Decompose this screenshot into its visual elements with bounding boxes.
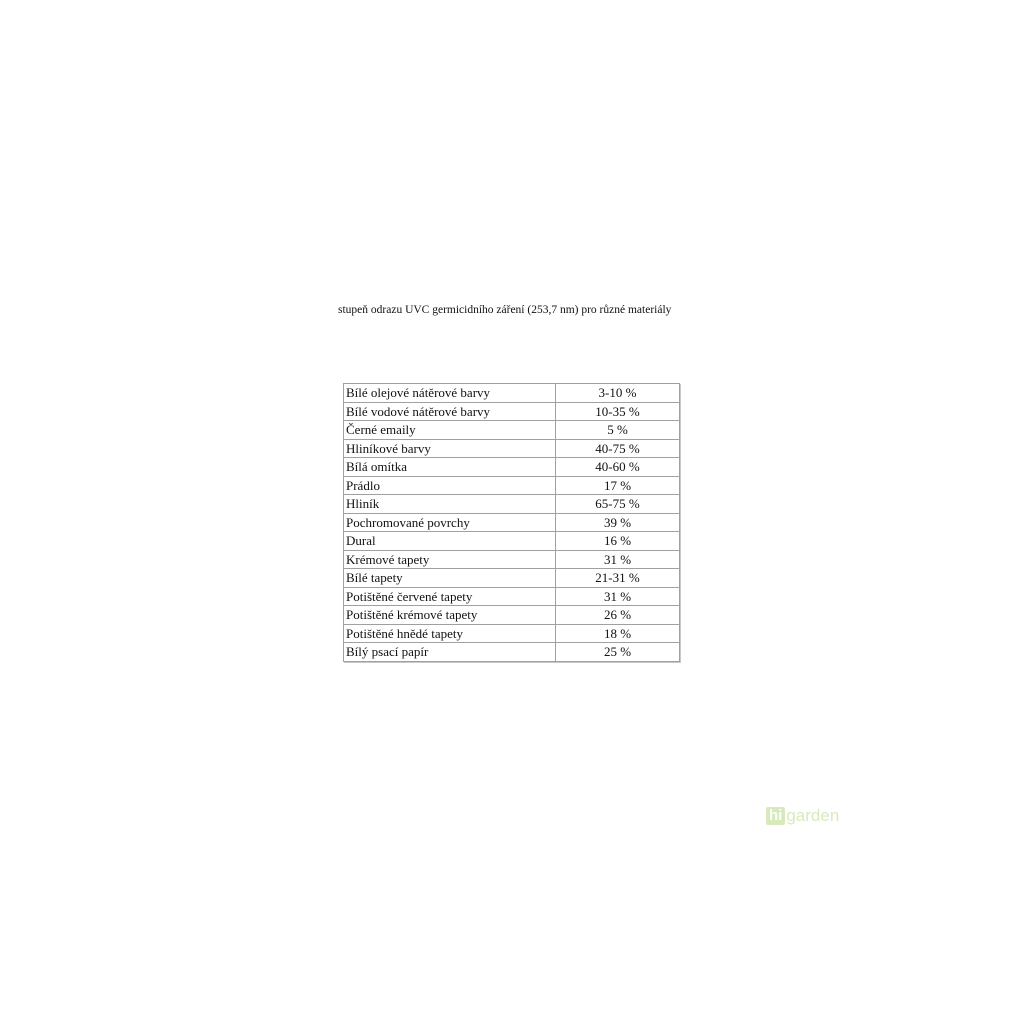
material-cell: Potištěné červené tapety bbox=[344, 587, 556, 606]
material-cell: Bílé vodové nátěrové barvy bbox=[344, 402, 556, 421]
reflectance-value-cell: 40-60 % bbox=[556, 458, 680, 477]
material-cell: Bílé tapety bbox=[344, 569, 556, 588]
reflectance-value-cell: 18 % bbox=[556, 624, 680, 643]
table-row bbox=[344, 439, 680, 458]
table-row bbox=[344, 384, 680, 403]
reflectance-value-cell: 31 % bbox=[556, 550, 680, 569]
material-cell: Pochromované povrchy bbox=[344, 513, 556, 532]
reflectance-value-cell: 17 % bbox=[556, 476, 680, 495]
reflectance-value-cell: 39 % bbox=[556, 513, 680, 532]
reflectance-value-cell: 65-75 % bbox=[556, 495, 680, 514]
material-cell: Dural bbox=[344, 532, 556, 551]
reflectance-value-cell: 31 % bbox=[556, 587, 680, 606]
table-row bbox=[344, 458, 680, 477]
material-cell: Bílá omítka bbox=[344, 458, 556, 477]
table-row bbox=[344, 402, 680, 421]
table-row bbox=[344, 495, 680, 514]
table-row bbox=[344, 421, 680, 440]
table-body bbox=[344, 384, 680, 662]
reflectance-value-cell: 25 % bbox=[556, 643, 680, 662]
material-cell: Potištěné hnědé tapety bbox=[344, 624, 556, 643]
material-cell: Prádlo bbox=[344, 476, 556, 495]
reflectance-value-cell: 10-35 % bbox=[556, 402, 680, 421]
table-row bbox=[344, 550, 680, 569]
material-cell: Hliník bbox=[344, 495, 556, 514]
reflectance-value-cell: 16 % bbox=[556, 532, 680, 551]
table-row bbox=[344, 643, 680, 662]
material-cell: Černé emaily bbox=[344, 421, 556, 440]
reflectance-value-cell: 3-10 % bbox=[556, 384, 680, 403]
table-row bbox=[344, 587, 680, 606]
table-row bbox=[344, 606, 680, 625]
table-row bbox=[344, 476, 680, 495]
reflectance-value-cell: 5 % bbox=[556, 421, 680, 440]
material-cell: Potištěné krémové tapety bbox=[344, 606, 556, 625]
logo-garden-text: garden bbox=[786, 806, 840, 825]
table-row bbox=[344, 624, 680, 643]
reflectance-table-container bbox=[343, 383, 680, 662]
table-row bbox=[344, 513, 680, 532]
reflectance-value-cell: 21-31 % bbox=[556, 569, 680, 588]
reflectance-value-cell: 40-75 % bbox=[556, 439, 680, 458]
table-caption: stupeň odrazu UVC germicidního záření (253,7 nm) pro různé materiály bbox=[338, 304, 672, 316]
table-row bbox=[344, 569, 680, 588]
material-cell: Bílý psací papír bbox=[344, 643, 556, 662]
reflectance-value-cell: 26 % bbox=[556, 606, 680, 625]
material-cell: Bílé olejové nátěrové barvy bbox=[344, 384, 556, 403]
reflectance-table bbox=[343, 383, 680, 662]
table-row bbox=[344, 532, 680, 551]
material-cell: Hliníkové barvy bbox=[344, 439, 556, 458]
material-cell: Krémové tapety bbox=[344, 550, 556, 569]
watermark-logo bbox=[766, 807, 876, 839]
logo-hi-badge: hi bbox=[766, 807, 785, 825]
